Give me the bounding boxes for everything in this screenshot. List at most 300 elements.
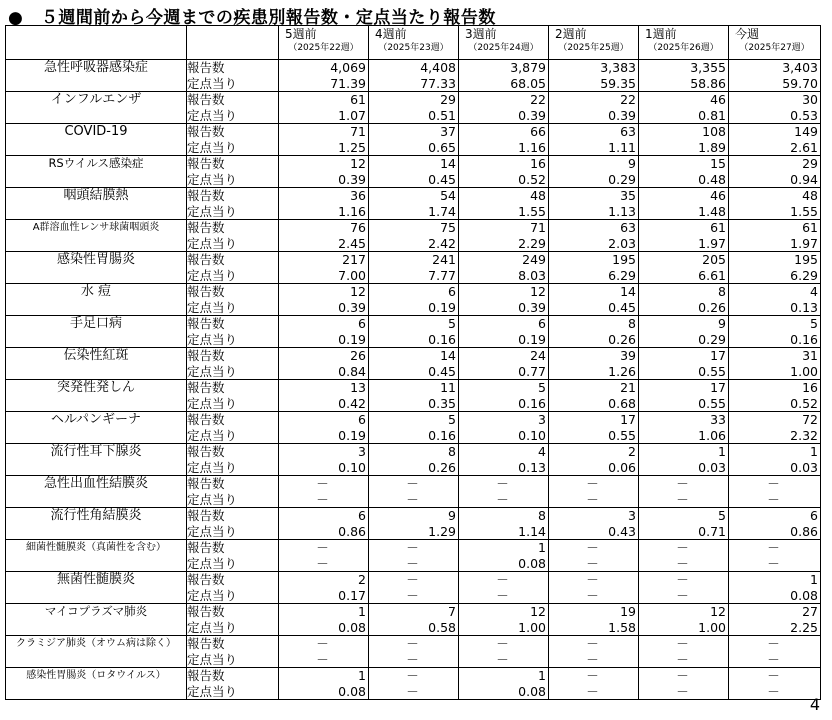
value-cell <box>729 156 821 188</box>
per-site-value: － <box>496 651 509 667</box>
value-cell <box>729 284 821 316</box>
report-count: 46 <box>710 92 726 107</box>
per-site-value: － <box>586 651 599 667</box>
value-cell <box>369 188 459 220</box>
report-count: － <box>676 540 689 555</box>
row-labels <box>187 668 279 700</box>
report-count: 63 <box>620 220 636 235</box>
disease-name: マイコプラズマ肺炎 <box>6 604 187 636</box>
per-site-value: － <box>767 683 780 699</box>
header-row <box>6 26 821 60</box>
per-site-value: 0.19 <box>428 299 456 315</box>
week-label: 今週 <box>735 27 760 41</box>
per-site-value: 1.14 <box>518 523 546 539</box>
value-cell <box>729 636 821 668</box>
per-site-value: 0.39 <box>608 107 636 123</box>
row-labels <box>187 380 279 412</box>
disease-name: 流行性角結膜炎 <box>6 508 187 540</box>
disease-name: COVID-19 <box>6 124 187 156</box>
per-site-value: 71.39 <box>330 75 366 91</box>
value-cell <box>549 636 639 668</box>
per-site-value: 0.10 <box>518 427 546 443</box>
label-per-site: 定点当り <box>187 523 238 539</box>
value-cell <box>459 60 549 92</box>
report-count: 27 <box>802 604 818 619</box>
per-site-value: 0.55 <box>608 427 636 443</box>
report-count: 12 <box>710 604 726 619</box>
per-site-value: 1.26 <box>608 363 636 379</box>
per-site-value: － <box>767 555 780 571</box>
value-cell <box>549 92 639 124</box>
per-site-value: 0.39 <box>518 299 546 315</box>
page-number: 4 <box>809 695 820 714</box>
value-cell <box>279 60 369 92</box>
report-count: 35 <box>620 188 636 203</box>
per-site-value: 1.16 <box>338 203 366 219</box>
label-reports: 報告数 <box>187 604 225 619</box>
value-cell <box>279 540 369 572</box>
value-cell <box>639 604 729 636</box>
value-cell <box>639 444 729 476</box>
value-cell <box>459 316 549 348</box>
report-count: － <box>496 476 509 491</box>
report-count: 39 <box>620 348 636 363</box>
row-labels <box>187 92 279 124</box>
per-site-value: 0.19 <box>338 331 366 347</box>
per-site-value: 1.97 <box>698 235 726 251</box>
row-labels <box>187 540 279 572</box>
row-labels <box>187 252 279 284</box>
per-site-value: － <box>586 683 599 699</box>
report-count: － <box>496 636 509 651</box>
row-labels <box>187 156 279 188</box>
table-row <box>6 252 821 284</box>
per-site-value: 1.25 <box>338 139 366 155</box>
value-cell <box>639 252 729 284</box>
value-cell <box>639 476 729 508</box>
row-labels <box>187 188 279 220</box>
per-site-value: 1.00 <box>790 363 818 379</box>
week-label: 5週前 <box>285 27 317 41</box>
report-count: 1 <box>358 668 366 683</box>
value-cell <box>369 572 459 604</box>
label-per-site: 定点当り <box>187 395 238 411</box>
per-site-value: 0.29 <box>698 331 726 347</box>
report-count: 26 <box>350 348 366 363</box>
report-count: 9 <box>718 316 726 331</box>
value-cell <box>549 380 639 412</box>
value-cell <box>639 60 729 92</box>
value-cell <box>369 636 459 668</box>
report-count: 6 <box>358 412 366 427</box>
value-cell <box>639 412 729 444</box>
per-site-value: 0.08 <box>790 587 818 603</box>
per-site-value: 0.08 <box>518 683 546 699</box>
per-site-value: 0.94 <box>790 171 818 187</box>
value-cell <box>459 476 549 508</box>
value-cell <box>279 412 369 444</box>
value-cell <box>459 188 549 220</box>
per-site-value: 0.03 <box>790 459 818 475</box>
per-site-value: 2.25 <box>790 619 818 635</box>
per-site-value: － <box>496 587 509 603</box>
report-count: 6 <box>358 508 366 523</box>
label-per-site: 定点当り <box>187 683 238 699</box>
value-cell <box>459 668 549 700</box>
per-site-value: 0.19 <box>518 331 546 347</box>
value-cell <box>639 636 729 668</box>
per-site-value: 0.77 <box>518 363 546 379</box>
week-note: （2025年23週） <box>378 43 449 53</box>
value-cell <box>369 604 459 636</box>
per-site-value: － <box>676 683 689 699</box>
report-count: 61 <box>350 92 366 107</box>
value-cell <box>459 508 549 540</box>
disease-name: RSウイルス感染症 <box>6 156 187 188</box>
value-cell <box>279 348 369 380</box>
report-count: 72 <box>802 412 818 427</box>
value-cell <box>279 668 369 700</box>
row-labels <box>187 572 279 604</box>
label-reports: 報告数 <box>187 380 225 395</box>
value-cell <box>279 636 369 668</box>
report-count: 3,355 <box>690 60 726 75</box>
per-site-value: 0.52 <box>790 395 818 411</box>
value-cell <box>639 572 729 604</box>
value-cell <box>369 540 459 572</box>
report-count: 4 <box>538 444 546 459</box>
value-cell <box>729 508 821 540</box>
value-cell <box>729 412 821 444</box>
value-cell <box>279 124 369 156</box>
value-cell <box>549 156 639 188</box>
disease-name: クラミジア肺炎（オウム病は除く） <box>6 636 187 668</box>
report-count: 249 <box>522 252 546 267</box>
report-count: － <box>316 540 329 555</box>
report-count: － <box>767 540 780 555</box>
value-cell <box>459 284 549 316</box>
per-site-value: 0.45 <box>428 363 456 379</box>
report-count: 5 <box>718 508 726 523</box>
report-count: － <box>316 476 329 491</box>
report-count: 76 <box>350 220 366 235</box>
disease-name: 咽頭結膜熱 <box>6 188 187 220</box>
week-note: （2025年27週） <box>739 43 810 53</box>
per-site-value: 6.61 <box>698 267 726 283</box>
value-cell <box>549 508 639 540</box>
value-cell <box>459 220 549 252</box>
value-cell <box>369 348 459 380</box>
value-cell <box>729 92 821 124</box>
table-row <box>6 92 821 124</box>
week-label: 3週前 <box>465 27 497 41</box>
report-count: 54 <box>440 188 456 203</box>
per-site-value: 0.06 <box>608 459 636 475</box>
per-site-value: 0.16 <box>428 331 456 347</box>
label-per-site: 定点当り <box>187 299 238 315</box>
row-labels <box>187 636 279 668</box>
label-per-site: 定点当り <box>187 555 238 571</box>
disease-name: A群溶血性レンサ球菌咽頭炎 <box>6 220 187 252</box>
value-cell <box>459 124 549 156</box>
report-count: 4,408 <box>420 60 456 75</box>
per-site-value: 0.48 <box>698 171 726 187</box>
per-site-value: 1.00 <box>698 619 726 635</box>
label-per-site: 定点当り <box>187 651 238 667</box>
report-count: 24 <box>530 348 546 363</box>
report-count: － <box>406 636 419 651</box>
table-row <box>6 124 821 156</box>
per-site-value: － <box>676 651 689 667</box>
disease-name: 無菌性髄膜炎 <box>6 572 187 604</box>
value-cell <box>279 316 369 348</box>
table-row <box>6 284 821 316</box>
label-reports: 報告数 <box>187 508 225 523</box>
table-row <box>6 412 821 444</box>
report-count: 1 <box>810 444 818 459</box>
value-cell <box>459 636 549 668</box>
per-site-value: 0.53 <box>790 107 818 123</box>
per-site-value: 0.55 <box>698 395 726 411</box>
report-count: 37 <box>440 124 456 139</box>
per-site-value: 6.29 <box>790 267 818 283</box>
report-count: 30 <box>802 92 818 107</box>
value-cell <box>639 92 729 124</box>
per-site-value: 2.45 <box>338 235 366 251</box>
per-site-value: 1.13 <box>608 203 636 219</box>
table-row <box>6 636 821 668</box>
per-site-value: 1.74 <box>428 203 456 219</box>
value-cell <box>459 604 549 636</box>
week-label: 2週前 <box>555 27 587 41</box>
report-count: 71 <box>530 220 546 235</box>
value-cell <box>279 604 369 636</box>
value-cell <box>459 572 549 604</box>
disease-name: 感染性胃腸炎（ロタウイルス） <box>6 668 187 700</box>
per-site-value: 0.42 <box>338 395 366 411</box>
per-site-value: 8.03 <box>518 267 546 283</box>
value-cell <box>459 540 549 572</box>
per-site-value: 0.86 <box>338 523 366 539</box>
per-site-value: 0.16 <box>790 331 818 347</box>
value-cell <box>549 124 639 156</box>
report-count: 33 <box>710 412 726 427</box>
value-cell <box>639 380 729 412</box>
value-cell <box>369 252 459 284</box>
report-count: 241 <box>432 252 456 267</box>
report-count: － <box>676 476 689 491</box>
per-site-value: 77.33 <box>420 75 456 91</box>
table-row <box>6 348 821 380</box>
report-count: － <box>586 572 599 587</box>
report-count: 3 <box>538 412 546 427</box>
report-count: 6 <box>448 284 456 299</box>
report-count: － <box>496 572 509 587</box>
value-cell <box>729 348 821 380</box>
label-per-site: 定点当り <box>187 491 238 507</box>
value-cell <box>639 316 729 348</box>
per-site-value: 2.61 <box>790 139 818 155</box>
label-per-site: 定点当り <box>187 203 238 219</box>
label-reports: 報告数 <box>187 412 225 427</box>
report-count: 9 <box>628 156 636 171</box>
value-cell <box>459 412 549 444</box>
report-count: 75 <box>440 220 456 235</box>
table-row <box>6 380 821 412</box>
value-cell <box>639 348 729 380</box>
label-reports: 報告数 <box>187 316 225 331</box>
value-cell <box>549 540 639 572</box>
label-per-site: 定点当り <box>187 459 238 475</box>
per-site-value: 6.29 <box>608 267 636 283</box>
report-count: － <box>676 668 689 683</box>
row-labels <box>187 508 279 540</box>
report-count: 12 <box>350 156 366 171</box>
label-per-site: 定点当り <box>187 107 238 123</box>
report-count: 61 <box>802 220 818 235</box>
report-count: 17 <box>710 348 726 363</box>
per-site-value: 1.11 <box>608 139 636 155</box>
report-count: 19 <box>620 604 636 619</box>
report-count: － <box>767 636 780 651</box>
per-site-value: 0.86 <box>790 523 818 539</box>
per-site-value: － <box>676 555 689 571</box>
per-site-value: 0.08 <box>338 683 366 699</box>
per-site-value: 0.45 <box>428 171 456 187</box>
report-count: 3,383 <box>600 60 636 75</box>
value-cell <box>369 316 459 348</box>
row-labels <box>187 604 279 636</box>
per-site-value: － <box>586 587 599 603</box>
label-per-site: 定点当り <box>187 75 238 91</box>
per-site-value: 0.08 <box>338 619 366 635</box>
row-labels <box>187 220 279 252</box>
row-labels <box>187 348 279 380</box>
value-cell <box>729 188 821 220</box>
value-cell <box>459 92 549 124</box>
report-count: － <box>316 636 329 651</box>
row-labels <box>187 124 279 156</box>
disease-name: ヘルパンギーナ <box>6 412 187 444</box>
table-body <box>6 60 821 700</box>
report-count: 149 <box>794 124 818 139</box>
label-reports: 報告数 <box>187 92 225 107</box>
table-row <box>6 316 821 348</box>
per-site-value: － <box>676 587 689 603</box>
per-site-value: 1.55 <box>790 203 818 219</box>
value-cell <box>459 380 549 412</box>
value-cell <box>549 252 639 284</box>
per-site-value: － <box>316 555 329 571</box>
report-count: 21 <box>620 380 636 395</box>
value-cell <box>369 60 459 92</box>
report-count: － <box>676 636 689 651</box>
table-row <box>6 572 821 604</box>
value-cell <box>639 156 729 188</box>
per-site-value: 1.07 <box>338 107 366 123</box>
disease-name: 水 痘 <box>6 284 187 316</box>
value-cell <box>639 188 729 220</box>
per-site-value: 0.39 <box>338 299 366 315</box>
report-count: 48 <box>802 188 818 203</box>
report-count: 16 <box>530 156 546 171</box>
per-site-value: 0.19 <box>338 427 366 443</box>
per-site-value: 7.00 <box>338 267 366 283</box>
value-cell <box>729 252 821 284</box>
report-count: 14 <box>440 156 456 171</box>
week-note: （2025年22週） <box>288 43 359 53</box>
value-cell <box>549 444 639 476</box>
per-site-value: 0.17 <box>338 587 366 603</box>
value-cell <box>279 380 369 412</box>
per-site-value: 0.13 <box>790 299 818 315</box>
per-site-value: 1.58 <box>608 619 636 635</box>
report-count: 17 <box>620 412 636 427</box>
report-count: 6 <box>810 508 818 523</box>
value-cell <box>279 220 369 252</box>
report-count: 29 <box>802 156 818 171</box>
header-disease-cell <box>6 26 187 60</box>
report-count: 3,879 <box>510 60 546 75</box>
per-site-value: 0.52 <box>518 171 546 187</box>
report-count: － <box>406 476 419 491</box>
report-count: － <box>586 540 599 555</box>
per-site-value: 1.48 <box>698 203 726 219</box>
value-cell <box>549 220 639 252</box>
report-count: 205 <box>702 252 726 267</box>
report-count: 5 <box>448 316 456 331</box>
value-cell <box>639 220 729 252</box>
report-count: 8 <box>628 316 636 331</box>
value-cell <box>729 380 821 412</box>
value-cell <box>369 668 459 700</box>
per-site-value: － <box>406 491 419 507</box>
report-count: 4 <box>810 284 818 299</box>
week-label: 4週前 <box>375 27 407 41</box>
report-count: 22 <box>620 92 636 107</box>
value-cell <box>549 668 639 700</box>
week-note: （2025年26週） <box>648 43 719 53</box>
per-site-value: 0.16 <box>518 395 546 411</box>
per-site-value: 0.84 <box>338 363 366 379</box>
per-site-value: 0.45 <box>608 299 636 315</box>
value-cell <box>549 572 639 604</box>
value-cell <box>279 188 369 220</box>
table-row <box>6 508 821 540</box>
per-site-value: － <box>406 651 419 667</box>
row-labels <box>187 60 279 92</box>
report-count: 12 <box>350 284 366 299</box>
report-count: 12 <box>530 604 546 619</box>
report-count: 36 <box>350 188 366 203</box>
value-cell <box>369 476 459 508</box>
label-reports: 報告数 <box>187 284 225 299</box>
per-site-value: 0.13 <box>518 459 546 475</box>
report-count: 15 <box>710 156 726 171</box>
per-site-value: 0.26 <box>428 459 456 475</box>
per-site-value: 0.08 <box>518 555 546 571</box>
per-site-value: 0.39 <box>518 107 546 123</box>
per-site-value: 1.16 <box>518 139 546 155</box>
disease-name: 感染性胃腸炎 <box>6 252 187 284</box>
value-cell <box>549 188 639 220</box>
value-cell <box>729 316 821 348</box>
value-cell <box>729 540 821 572</box>
value-cell <box>459 348 549 380</box>
report-count: 6 <box>538 316 546 331</box>
per-site-value: － <box>586 555 599 571</box>
label-reports: 報告数 <box>187 220 225 235</box>
